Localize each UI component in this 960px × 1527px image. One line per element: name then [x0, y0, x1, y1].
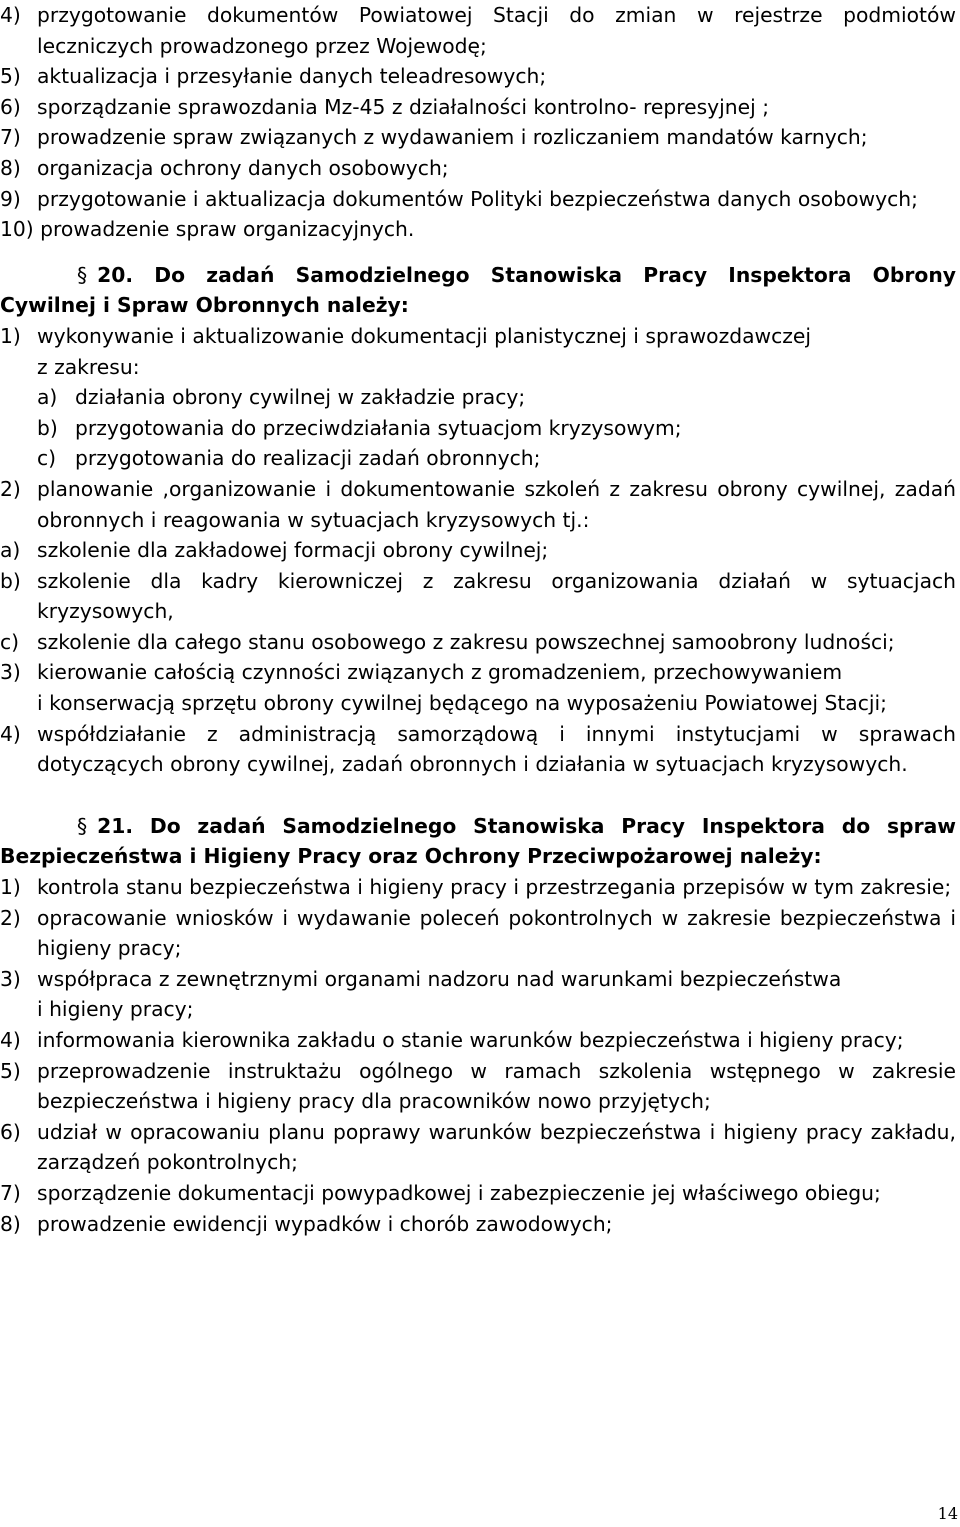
section-20-list	[0, 321, 956, 780]
sub-list-item: c) przygotowania do realizacji zadań obronnych;	[37, 446, 541, 471]
list-item: 1) wykonywanie i aktualizowanie dokumentacji planistycznej i sprawozdawczej z zakresu:	[0, 323, 812, 379]
list-item: 9) przygotowanie i aktualizacja dokumentów Polityki bezpieczeństwa danych osobowych;	[0, 186, 918, 211]
list-item: 3) współpraca z zewnętrznymi organami nadzoru nad warunkami bezpieczeństwa i higieny pracy;	[0, 966, 842, 1022]
sub-list-item: a) szkolenie dla zakładowej formacji obrony cywilnej;	[0, 538, 549, 563]
list-item: 4) przygotowanie dokumentów Powiatowej Stacji do zmian w rejestrze podmiotów leczniczych prowadzonego przez Wojewodę;	[0, 3, 956, 58]
list-item: 1) kontrola stanu bezpieczeństwa i higieny pracy i przestrzegania przepisów w tym zakresie;	[0, 875, 952, 900]
list-item: 10) prowadzenie spraw organizacyjnych.	[0, 217, 415, 242]
list-item: 5) przeprowadzenie instruktażu ogólnego w ramach szkolenia wstępnego w zakresie bezpieczeństwa i higieny pracy dla pracowników nowo przyjętych;	[0, 1058, 956, 1114]
list-item: 6) sporządzanie sprawozdania Mz-45 z działalności kontrolno- represyjnej ;	[0, 94, 770, 119]
section-number: 21.	[97, 813, 134, 838]
list-item: 3) kierowanie całością czynności związanych z gromadzeniem, przechowywaniem i konserwacją sprzętu obrony cywilnej będącego na wyposażeniu Powiatowej Stacji;	[0, 660, 887, 716]
list-item: 6) udział w opracowaniu planu poprawy warunków bezpieczeństwa i higieny pracy zakładu, zarządzeń pokontrolnych;	[0, 1119, 956, 1175]
section-sign: §	[77, 813, 88, 838]
list-item: 2) planowanie ,organizowanie i dokumentowanie szkoleń z zakresu obrony cywilnej, zadań obronnych i reagowania w sytuacjach kryzysowych tj.:	[0, 476, 956, 532]
page-number: 14	[937, 1504, 958, 1523]
list-item: 4) informowania kierownika zakładu o stanie warunków bezpieczeństwa i higieny pracy;	[0, 1028, 904, 1052]
section-21-heading	[0, 811, 956, 872]
list-item: 8) prowadzenie ewidencji wypadków i chorób zawodowych;	[0, 1211, 613, 1236]
intro-list	[0, 0, 956, 245]
list-item: 5) aktualizacja i przesyłanie danych teleadresowych;	[0, 64, 547, 89]
section-21-list	[0, 872, 956, 1239]
section-title: Do zadań Samodzielnego Stanowiska Pracy Inspektora do spraw Bezpieczeństwa i Higieny Pracy oraz Ochrony Przeciwpożarowej należy:	[0, 813, 956, 869]
section-sign: §	[77, 262, 88, 287]
list-item: 8) organizacja ochrony danych osobowych;	[0, 155, 449, 180]
section-title: Do zadań Samodzielnego Stanowiska Pracy Inspektora Obrony Cywilnej i Spraw Obronnych należy:	[0, 262, 957, 318]
section-20-heading	[0, 260, 956, 321]
list-item: 7) sporządzenie dokumentacji powypadkowej i zabezpieczenie jej właściwego obiegu;	[0, 1180, 881, 1205]
sub-list-item: c) szkolenie dla całego stanu osobowego z zakresu powszechnej samoobrony ludności;	[0, 629, 895, 654]
section-number: 20.	[97, 262, 134, 287]
sub-list-item: b) przygotowania do przeciwdziałania sytuacjom kryzysowym;	[37, 415, 682, 440]
list-item: 2) opracowanie wniosków i wydawanie poleceń pokontrolnych w zakresie bezpieczeństwa i higieny pracy;	[0, 905, 956, 961]
list-item: 7) prowadzenie spraw związanych z wydawaniem i rozliczaniem mandatów karnych;	[0, 125, 868, 150]
sub-list-item: b) szkolenie dla kadry kierowniczej z zakresu organizowania działań w sytuacjach kryzysowych,	[0, 568, 956, 624]
sub-list-item: a) działania obrony cywilnej w zakładzie pracy;	[37, 385, 526, 410]
list-item: 4) współdziałanie z administracją samorządową i innymi instytucjami w sprawach dotyczących obrony cywilnej, zadań obronnych i działania w sytuacjach kryzysowych.	[0, 721, 956, 777]
